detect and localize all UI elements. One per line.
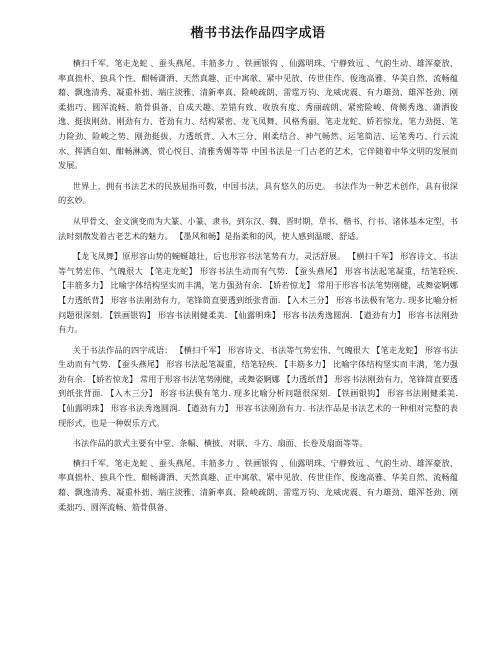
paragraph-idiom-list-repeat: 横扫千军、笔走龙蛇 、蚕头燕尾、丰筋多力 、铁画银钩 、仙露明珠、宁静致远 、气韵生动、雄浑豪放、率真拙朴、独具个性、酣畅潇洒、天然真趣、正中寓欹、紧中见放、传世佳作、俊逸高雅、华美自然、流畅蕴藉、飘逸清秀、凝重朴拙、端庄淡雅、清新率真、险峻疏朗、雷霆万钧、龙威虎震、有力雄劲、雄浑苍劲、刚柔拙巧、圆浑流畅、筋骨俱备、 bbox=[58, 457, 458, 512]
paragraph-evolution: 从甲骨文、金文演变而为大篆、小篆、隶书，到东汉、魏、晋时期，草书、楷书、行书、诸体基本定型，书法时刻散发着古老艺术的魅力。 【墨风和畅】是指柔和的风，使人感到温暖、舒适。 bbox=[58, 215, 458, 241]
document-title: 楷书书法作品四字成语 bbox=[190, 26, 326, 41]
paragraph-idiom-meanings: 【龙飞凤舞】原形容山势的蜿蜒雄壮，后也形容书法笔势有力，灵活舒展。 【横扫千军】 形容诗文、书法等气势宏伟、气魄很大 【笔走龙蛇】 形容书法生动而有气势. 【蚕头燕尾】 形容书法起笔凝重，结笔轻疾. 【丰筋多力】 比喻字体结构坚实而丰满，笔力强劲有余. 【娇若惊龙】 常用于形容书法笔势刚健，或舞姿婀娜 【力透纸背】 形容书法刚劲有力，笔锋简直要透到纸张背面. 【入木三分】 形容书法极有笔力. 现多比喻分析问题很深刻. 【铁画银钩】 形容书法刚健柔美. 【仙露明珠】 形容书法秀逸圆润. 【遒劲有力】 形容书法刚劲有力。 bbox=[58, 251, 458, 335]
paragraph-history: 世界上，拥有书法艺术的民族屈指可数，中国书法，具有悠久的历史。 书法作为一种艺术创作，具有很深的玄妙。 bbox=[58, 180, 458, 206]
paragraph-idiom-list: 横扫千军、笔走龙蛇 、蚕头燕尾、丰筋多力 、铁画银钩 、仙露明珠、宁静致远 、气韵生动、雄浑豪放、率真拙朴、独具个性、酣畅潇洒、天然真趣、正中寓欹、紧中见放、传世佳作、俊逸高雅、华美自然、流畅蕴藉、飘逸清秀、凝重朴拙、端庄淡雅、清新率真、险峻疏朗、雷霆万钧、龙威虎震、有力雄劲、雄浑苍劲、刚柔拙巧、圆浑流畅、筋骨俱备、自成天趣、差错有致、收放有度、秀丽疏朗、紧密险峻、倚侧秀逸、潇洒俊逸、挺拔刚劲、刚劲有力、苍劲有力、结构紧密、龙飞凤舞、风格秀丽、笔走龙蛇、娇若惊龙、笔力劲挺、笔力险劲、险峻之势、刚劲挺拔、力透纸背、入木三分、刚柔结合、神气畅然、运笔简洁、运笔秀巧、行云流水、挥洒自如、酣畅淋漓、赏心悦目、清雅秀媚等等 中国书法是一门古老的艺术，它伴随着中华文明的发展而发展。 bbox=[58, 58, 458, 171]
paragraph-idiom-summary: 关于书法作品的四字成语： 【横扫千军】 形容诗文、书法等气势宏伟、气魄很大 【笔走龙蛇】 形容书法生动而有气势. 【蚕头燕尾】 形容书法起笔凝重，结笔轻疾. 【丰筋多力】 比喻字体结构坚实而丰满，笔力强劲有余. 【娇若惊龙】 常用于形容书法笔势刚健，或舞姿婀娜 【力透纸背】 形容书法刚劲有力，笔锋简直要透到纸张背面. 【入木三分】 形容书法极有笔力. 现多比喻分析问题很深刻. 【铁画银钩】 形容书法刚健柔美. 【仙露明珠】 形容书法秀逸圆润. 【遒劲有力】 形容书法刚劲有力. 书法作品是书法艺术的一种相对完整的表现形式，也是一种娱乐方式。 bbox=[58, 344, 458, 428]
paragraph-formats: 书法作品的款式主要有中堂、条幅、横披、对联、斗方、扇面、长卷及扇面等等。 bbox=[72, 438, 368, 449]
